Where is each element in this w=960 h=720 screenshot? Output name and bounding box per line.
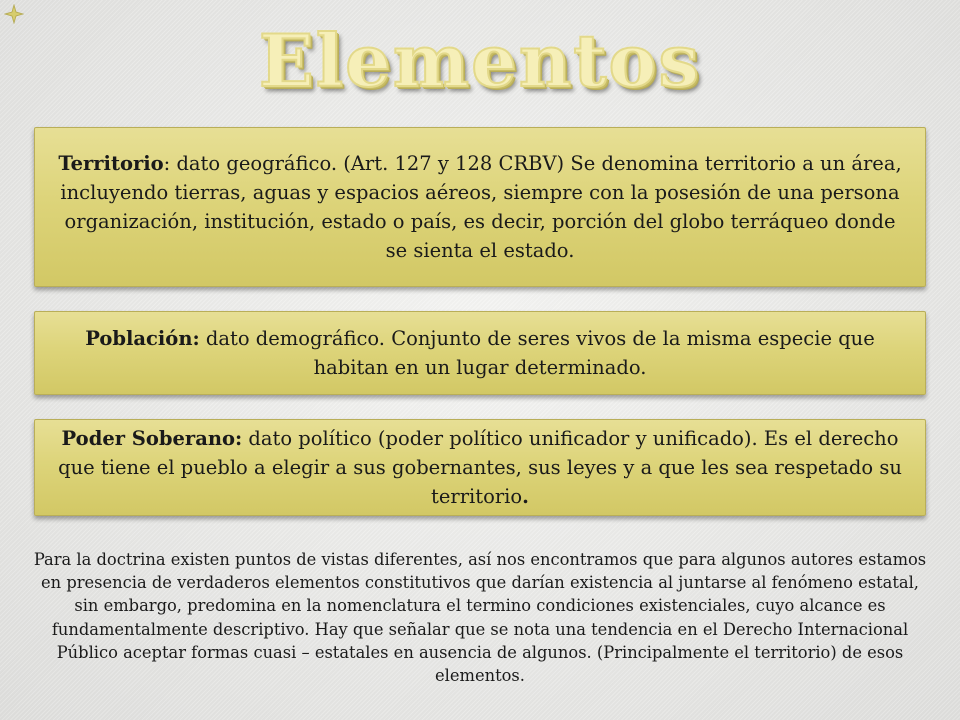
poder-soberano-paragraph: [53, 424, 907, 511]
poder-soberano-text: dato político (poder político unificador y unificado). Es el derecho que tiene el pueblo a elegir a sus gobernantes, sus leyes y a que les sea respetado su territorio: [58, 427, 902, 508]
poblacion-term: Población:: [85, 327, 200, 350]
slide-title: Elementos: [258, 18, 702, 103]
territorio-paragraph: [53, 149, 907, 265]
poder-soberano-term: Poder Soberano:: [61, 427, 243, 450]
territorio-text: dato geográfico. (Art. 127 y 128 CRBV) Se denomina territorio a un área, incluyendo tierras, aguas y espacios aéreos, siempre con la posesión de una persona organización, institución, estado o país, es decir, porción del globo terráqueo donde se sienta el estado.: [60, 152, 902, 262]
doctrine-paragraph: Para la doctrina existen puntos de vistas diferentes, así nos encontramos que para algunos autores estamos en presencia de verdaderos elementos constitutivos que darían existencia al juntarse al fenómeno estatal, sin embargo, predomina en la nomenclatura el termino condiciones existenciales, cuyo alcance es fundamentalmente descriptivo. Hay que señalar que se nota una tendencia en el Derecho Internacional Público aceptar formas cuasi – estatales en ausencia de algunos. (Principalmente el territorio) de esos elementos.: [33, 550, 927, 686]
territorio-term: Territorio: [58, 152, 164, 175]
poder-soberano-box: [34, 419, 926, 516]
poblacion-box: [34, 311, 926, 395]
poblacion-paragraph: [53, 324, 907, 382]
poder-soberano-end-mark: .: [522, 485, 529, 508]
territorio-box: [34, 127, 926, 287]
poblacion-text: dato demográfico. Conjunto de seres vivos de la misma especie que habitan en un lugar determinado.: [199, 327, 875, 379]
territorio-separator: :: [163, 152, 171, 175]
